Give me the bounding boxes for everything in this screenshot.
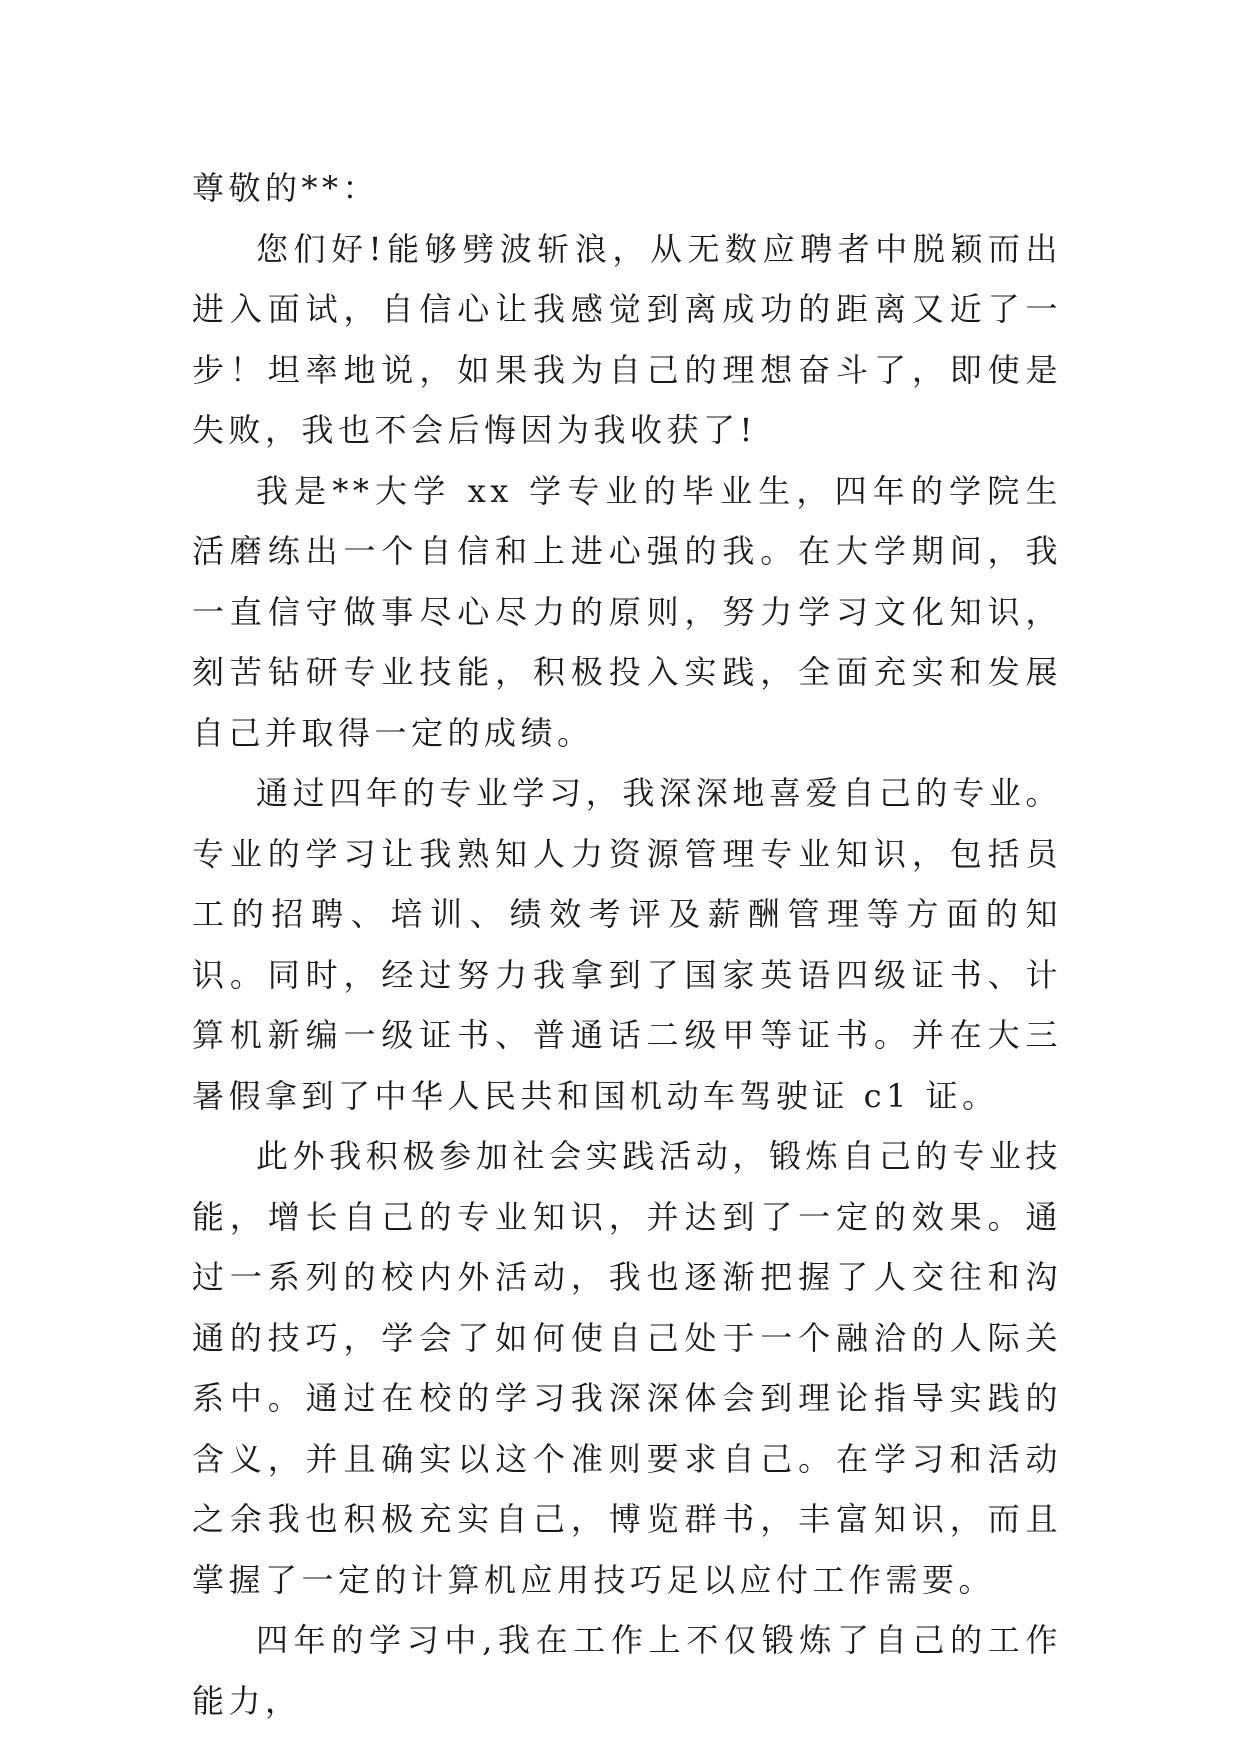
paragraph-introduction: 我是**大学 xx 学专业的毕业生，四年的学院生活磨练出一个自信和上进心强的我。在大学期间，我一直信守做事尽心尽力的原则，努力学习文化知识，刻苦钻研专业技能，积极投入实践，全面充实和发展自己并取得一定的成绩。: [192, 471, 1062, 752]
salutation: 尊敬的**：: [192, 169, 380, 207]
paragraph-studies: 通过四年的专业学习，我深深地喜爱自己的专业。专业的学习让我熟知人力资源管理专业知识，包括员工的招聘、培训、绩效考评及薪酬管理等方面的知识。同时，经过努力我拿到了国家英语四级证书、计算机新编一级证书、普通话二级甲等证书。并在大三暑假拿到了中华人民共和国机动车驾驶证 c1 证。: [192, 774, 1062, 1115]
paragraph-greeting: 您们好!能够劈波斩浪，从无数应聘者中脱颖而出进入面试，自信心让我感觉到离成功的距离又近了一步！坦率地说，如果我为自己的理想奋斗了，即使是失败，我也不会后悔因为我收获了!: [192, 229, 1062, 449]
paragraph-work: 四年的学习中,我在工作上不仅锻炼了自己的工作能力，: [192, 1621, 1062, 1720]
letter-body: [192, 158, 1062, 1731]
paragraph-activities: 此外我积极参加社会实践活动，锻炼自己的专业技能，增长自己的专业知识，并达到了一定的效果。通过一系列的校内外活动，我也逐渐把握了人交往和沟通的技巧，学会了如何使自己处于一个融洽的人际关系中。通过在校的学习我深深体会到理论指导实践的含义，并且确实以这个准则要求自己。在学习和活动之余我也积极充实自己，博览群书，丰富知识，而且掌握了一定的计算机应用技巧足以应付工作需要。: [192, 1137, 1062, 1599]
